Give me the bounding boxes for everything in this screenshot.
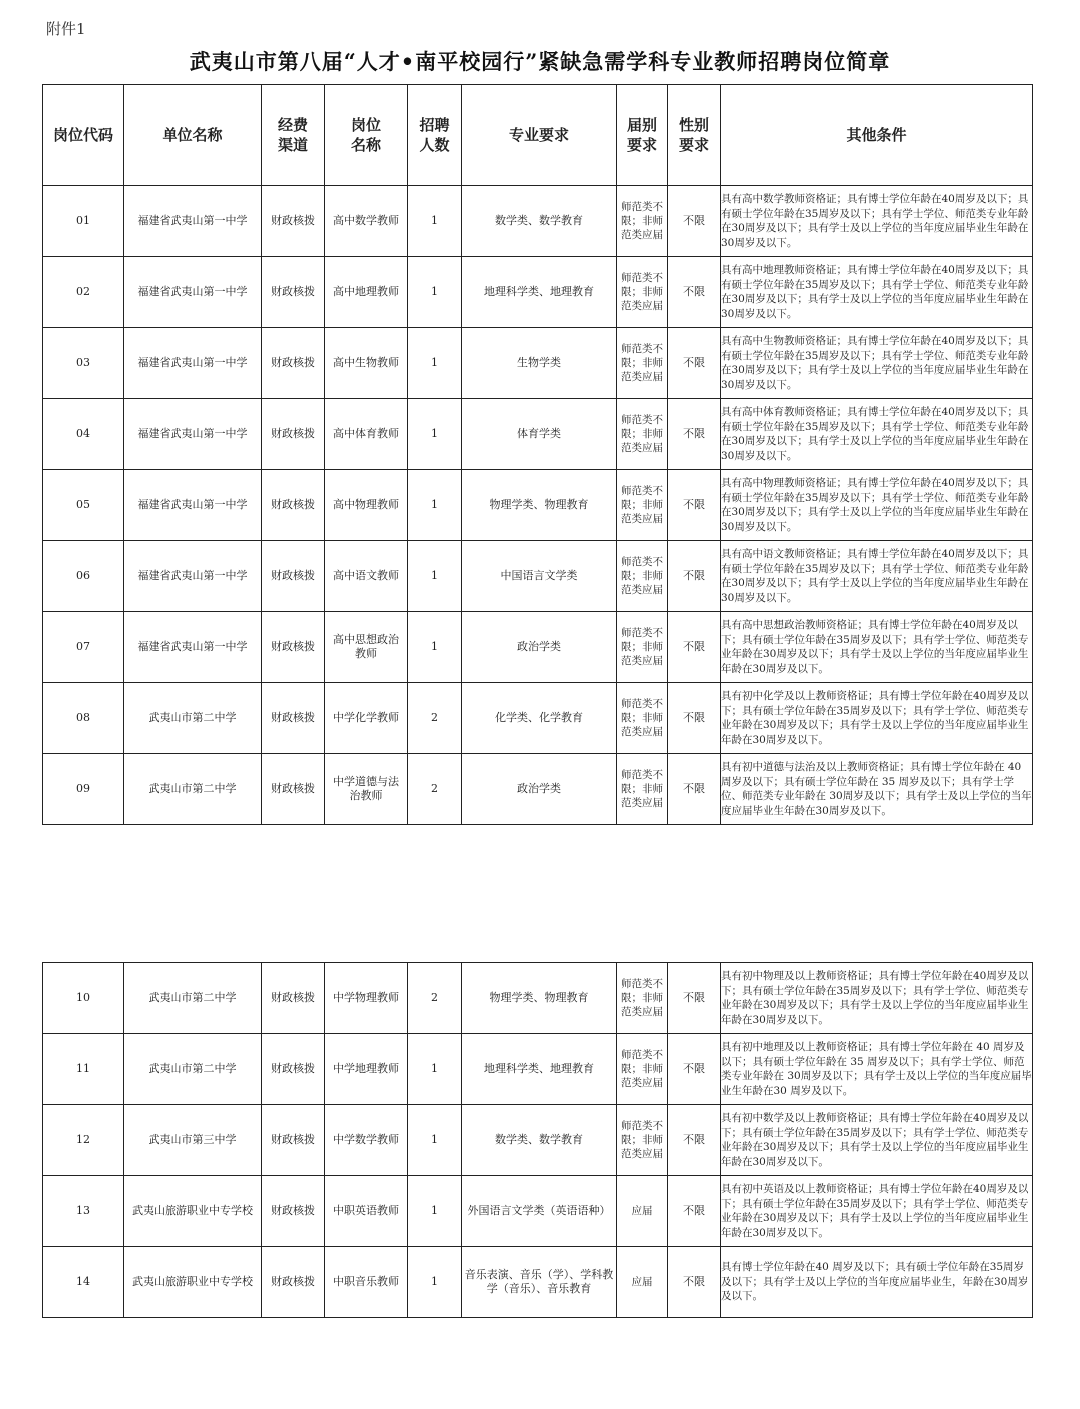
cell-num: 1 <box>408 186 462 257</box>
cell-unit: 武夷山旅游职业中专学校 <box>124 1176 262 1247</box>
cell-gender: 不限 <box>668 1105 721 1176</box>
cell-num: 1 <box>408 1176 462 1247</box>
cell-unit: 福建省武夷山第一中学 <box>124 328 262 399</box>
cell-fund: 财政核拨 <box>262 683 325 754</box>
cell-other: 具有高中数学教师资格证；具有博士学位年龄在40周岁及以下；具有硕士学位年龄在35周岁及以下；具有学士学位、师范类专业年龄在30周岁及以下；具有学士及以上学位的当年度应届毕业生年龄在30周岁及以下。 <box>721 186 1033 257</box>
cell-post: 高中地理教师 <box>325 257 408 328</box>
cell-unit: 福建省武夷山第一中学 <box>124 399 262 470</box>
table-row <box>43 1105 1033 1176</box>
cell-other: 具有博士学位年龄在40 周岁及以下；具有硕士学位年龄在35周岁及以下；具有学士及以上学位的当年度应届毕业生，年龄在30周岁及以下。 <box>721 1247 1033 1318</box>
cell-level: 师范类不限；非师范类应届 <box>617 541 668 612</box>
cell-code: 09 <box>43 754 124 825</box>
cell-post: 中学道德与法治教师 <box>325 754 408 825</box>
cell-level: 师范类不限；非师范类应届 <box>617 186 668 257</box>
cell-num: 1 <box>408 1034 462 1105</box>
cell-gender: 不限 <box>668 963 721 1034</box>
cell-gender: 不限 <box>668 754 721 825</box>
cell-gender: 不限 <box>668 470 721 541</box>
cell-level: 师范类不限；非师范类应届 <box>617 612 668 683</box>
cell-num: 2 <box>408 963 462 1034</box>
cell-fund: 财政核拨 <box>262 257 325 328</box>
cell-num: 1 <box>408 399 462 470</box>
cell-num: 2 <box>408 754 462 825</box>
cell-fund: 财政核拨 <box>262 186 325 257</box>
cell-level: 师范类不限；非师范类应届 <box>617 963 668 1034</box>
cell-gender: 不限 <box>668 612 721 683</box>
cell-fund: 财政核拨 <box>262 1247 325 1318</box>
cell-post: 高中体育教师 <box>325 399 408 470</box>
cell-gender: 不限 <box>668 399 721 470</box>
header-post: 岗位名称 <box>325 85 408 186</box>
cell-other: 具有初中英语及以上教师资格证；具有博士学位年龄在40周岁及以下；具有硕士学位年龄在35周岁及以下；具有学士学位、师范类专业年龄在30周岁及以下；具有学士及以上学位的当年度应届毕业生年龄在30周岁及以下。 <box>721 1176 1033 1247</box>
cell-num: 2 <box>408 683 462 754</box>
cell-post: 中职音乐教师 <box>325 1247 408 1318</box>
header-unit: 单位名称 <box>124 85 262 186</box>
cell-code: 06 <box>43 541 124 612</box>
table-row <box>43 328 1033 399</box>
cell-level: 师范类不限；非师范类应届 <box>617 1105 668 1176</box>
cell-gender: 不限 <box>668 683 721 754</box>
cell-post: 高中思想政治教师 <box>325 612 408 683</box>
cell-other: 具有高中物理教师资格证；具有博士学位年龄在40周岁及以下；具有硕士学位年龄在35周岁及以下；具有学士学位、师范类专业年龄在30周岁及以下；具有学士及以上学位的当年度应届毕业生年龄在30周岁及以下。 <box>721 470 1033 541</box>
cell-num: 1 <box>408 470 462 541</box>
cell-other: 具有高中语文教师资格证；具有博士学位年龄在40周岁及以下；具有硕士学位年龄在35周岁及以下；具有学士学位、师范类专业年龄在30周岁及以下；具有学士及以上学位的当年度应届毕业生年龄在30周岁及以下。 <box>721 541 1033 612</box>
cell-fund: 财政核拨 <box>262 470 325 541</box>
cell-post: 高中生物教师 <box>325 328 408 399</box>
cell-code: 12 <box>43 1105 124 1176</box>
recruitment-table-page1 <box>42 84 1033 825</box>
cell-fund: 财政核拨 <box>262 754 325 825</box>
cell-other: 具有高中生物教师资格证；具有博士学位年龄在40周岁及以下；具有硕士学位年龄在35周岁及以下；具有学士学位、师范类专业年龄在30周岁及以下；具有学士及以上学位的当年度应届毕业生年龄在30周岁及以下。 <box>721 328 1033 399</box>
cell-unit: 武夷山市第二中学 <box>124 1034 262 1105</box>
cell-other: 具有初中数学及以上教师资格证；具有博士学位年龄在40周岁及以下；具有硕士学位年龄在35周岁及以下；具有学士学位、师范类专业年龄在30周岁及以下；具有学士及以上学位的当年度应届毕业生年龄在30周岁及以下。 <box>721 1105 1033 1176</box>
cell-unit: 福建省武夷山第一中学 <box>124 541 262 612</box>
cell-level: 师范类不限；非师范类应届 <box>617 683 668 754</box>
cell-unit: 武夷山市第三中学 <box>124 1105 262 1176</box>
cell-other: 具有初中地理及以上教师资格证；具有博士学位年龄在 40 周岁及以下；具有硕士学位年龄在 35 周岁及以下；具有学士学位、师范类专业年龄在 30周岁及以下；具有学士及以上学位的当年度应届毕业生年龄在30 周岁及以下。 <box>721 1034 1033 1105</box>
cell-major: 政治学类 <box>462 754 617 825</box>
header-other: 其他条件 <box>721 85 1033 186</box>
cell-fund: 财政核拨 <box>262 1034 325 1105</box>
cell-unit: 武夷山市第二中学 <box>124 754 262 825</box>
cell-level: 应届 <box>617 1176 668 1247</box>
cell-code: 08 <box>43 683 124 754</box>
cell-post: 中学物理教师 <box>325 963 408 1034</box>
cell-unit: 福建省武夷山第一中学 <box>124 612 262 683</box>
cell-unit: 武夷山市第二中学 <box>124 683 262 754</box>
header-row <box>43 85 1033 186</box>
table-row <box>43 1176 1033 1247</box>
cell-post: 中学数学教师 <box>325 1105 408 1176</box>
cell-fund: 财政核拨 <box>262 328 325 399</box>
table-row <box>43 963 1033 1034</box>
cell-fund: 财政核拨 <box>262 399 325 470</box>
cell-num: 1 <box>408 541 462 612</box>
cell-fund: 财政核拨 <box>262 1105 325 1176</box>
cell-fund: 财政核拨 <box>262 541 325 612</box>
cell-major: 音乐表演、音乐（学）、学科教学（音乐）、音乐教育 <box>462 1247 617 1318</box>
cell-num: 1 <box>408 1247 462 1318</box>
table-row <box>43 612 1033 683</box>
header-num: 招聘人数 <box>408 85 462 186</box>
cell-major: 中国语言文学类 <box>462 541 617 612</box>
cell-post: 高中语文教师 <box>325 541 408 612</box>
cell-level: 师范类不限；非师范类应届 <box>617 399 668 470</box>
cell-post: 中学地理教师 <box>325 1034 408 1105</box>
cell-unit: 福建省武夷山第一中学 <box>124 186 262 257</box>
cell-post: 中职英语教师 <box>325 1176 408 1247</box>
cell-other: 具有高中思想政治教师资格证；具有博士学位年龄在40周岁及以下；具有硕士学位年龄在35周岁及以下；具有学士学位、师范类专业年龄在30周岁及以下；具有学士及以上学位的当年度应届毕业生年龄在30周岁及以下。 <box>721 612 1033 683</box>
cell-num: 1 <box>408 1105 462 1176</box>
cell-num: 1 <box>408 328 462 399</box>
cell-unit: 福建省武夷山第一中学 <box>124 470 262 541</box>
cell-code: 11 <box>43 1034 124 1105</box>
cell-gender: 不限 <box>668 257 721 328</box>
cell-gender: 不限 <box>668 1176 721 1247</box>
cell-major: 数学类、数学教育 <box>462 186 617 257</box>
cell-level: 师范类不限；非师范类应届 <box>617 1034 668 1105</box>
cell-unit: 福建省武夷山第一中学 <box>124 257 262 328</box>
cell-code: 13 <box>43 1176 124 1247</box>
table-row <box>43 470 1033 541</box>
cell-code: 10 <box>43 963 124 1034</box>
cell-major: 体育学类 <box>462 399 617 470</box>
cell-major: 物理学类、物理教育 <box>462 963 617 1034</box>
header-major: 专业要求 <box>462 85 617 186</box>
header-code: 岗位代码 <box>43 85 124 186</box>
cell-other: 具有高中体育教师资格证；具有博士学位年龄在40周岁及以下；具有硕士学位年龄在35周岁及以下；具有学士学位、师范类专业年龄在30周岁及以下；具有学士及以上学位的当年度应届毕业生年龄在30周岁及以下。 <box>721 399 1033 470</box>
table-row <box>43 1034 1033 1105</box>
cell-major: 地理科学类、地理教育 <box>462 1034 617 1105</box>
cell-level: 师范类不限；非师范类应届 <box>617 470 668 541</box>
cell-gender: 不限 <box>668 186 721 257</box>
cell-level: 师范类不限；非师范类应届 <box>617 754 668 825</box>
table-row <box>43 399 1033 470</box>
cell-major: 物理学类、物理教育 <box>462 470 617 541</box>
cell-code: 07 <box>43 612 124 683</box>
cell-code: 01 <box>43 186 124 257</box>
cell-code: 14 <box>43 1247 124 1318</box>
table-row <box>43 186 1033 257</box>
cell-num: 1 <box>408 257 462 328</box>
cell-code: 05 <box>43 470 124 541</box>
table-row <box>43 754 1033 825</box>
cell-num: 1 <box>408 612 462 683</box>
cell-code: 04 <box>43 399 124 470</box>
cell-post: 中学化学教师 <box>325 683 408 754</box>
cell-unit: 武夷山旅游职业中专学校 <box>124 1247 262 1318</box>
cell-level: 应届 <box>617 1247 668 1318</box>
cell-major: 化学类、化学教育 <box>462 683 617 754</box>
cell-major: 政治学类 <box>462 612 617 683</box>
cell-fund: 财政核拨 <box>262 963 325 1034</box>
table-row <box>43 1247 1033 1318</box>
cell-post: 高中数学教师 <box>325 186 408 257</box>
cell-other: 具有初中物理及以上教师资格证；具有博士学位年龄在40周岁及以下；具有硕士学位年龄在35周岁及以下；具有学士学位、师范类专业年龄在30周岁及以下；具有学士及以上学位的当年度应届毕业生年龄在30周岁及以下。 <box>721 963 1033 1034</box>
cell-level: 师范类不限；非师范类应届 <box>617 257 668 328</box>
table-row <box>43 257 1033 328</box>
cell-level: 师范类不限；非师范类应届 <box>617 328 668 399</box>
attachment-label: 附件1 <box>46 20 86 38</box>
cell-other: 具有高中地理教师资格证；具有博士学位年龄在40周岁及以下；具有硕士学位年龄在35周岁及以下；具有学士学位、师范类专业年龄在30周岁及以下；具有学士及以上学位的当年度应届毕业生年龄在30周岁及以下。 <box>721 257 1033 328</box>
cell-gender: 不限 <box>668 1034 721 1105</box>
header-fund: 经费渠道 <box>262 85 325 186</box>
cell-unit: 武夷山市第二中学 <box>124 963 262 1034</box>
recruitment-table-page2 <box>42 962 1033 1318</box>
page-title: 武夷山市第八届“人才•南平校园行”紧缺急需学科专业教师招聘岗位简章 <box>189 49 891 74</box>
cell-gender: 不限 <box>668 1247 721 1318</box>
cell-other: 具有初中道德与法治及以上教师资格证；具有博士学位年龄在 40 周岁及以下；具有硕士学位年龄在 35 周岁及以下；具有学士学位、师范类专业年龄在 30周岁及以下；具有学士及以上学位的当年度应届毕业生年龄在30周岁及以下。 <box>721 754 1033 825</box>
cell-fund: 财政核拨 <box>262 1176 325 1247</box>
cell-gender: 不限 <box>668 541 721 612</box>
cell-code: 02 <box>43 257 124 328</box>
cell-fund: 财政核拨 <box>262 612 325 683</box>
cell-major: 数学类、数学教育 <box>462 1105 617 1176</box>
cell-major: 地理科学类、地理教育 <box>462 257 617 328</box>
cell-other: 具有初中化学及以上教师资格证；具有博士学位年龄在40周岁及以下；具有硕士学位年龄在35周岁及以下；具有学士学位、师范类专业年龄在30周岁及以下；具有学士及以上学位的当年度应届毕业生年龄在30周岁及以下。 <box>721 683 1033 754</box>
cell-code: 03 <box>43 328 124 399</box>
cell-major: 生物学类 <box>462 328 617 399</box>
table-row <box>43 541 1033 612</box>
header-level: 届别要求 <box>617 85 668 186</box>
cell-major: 外国语言文学类（英语语种） <box>462 1176 617 1247</box>
header-gender: 性别要求 <box>668 85 721 186</box>
cell-gender: 不限 <box>668 328 721 399</box>
table-row <box>43 683 1033 754</box>
cell-post: 高中物理教师 <box>325 470 408 541</box>
